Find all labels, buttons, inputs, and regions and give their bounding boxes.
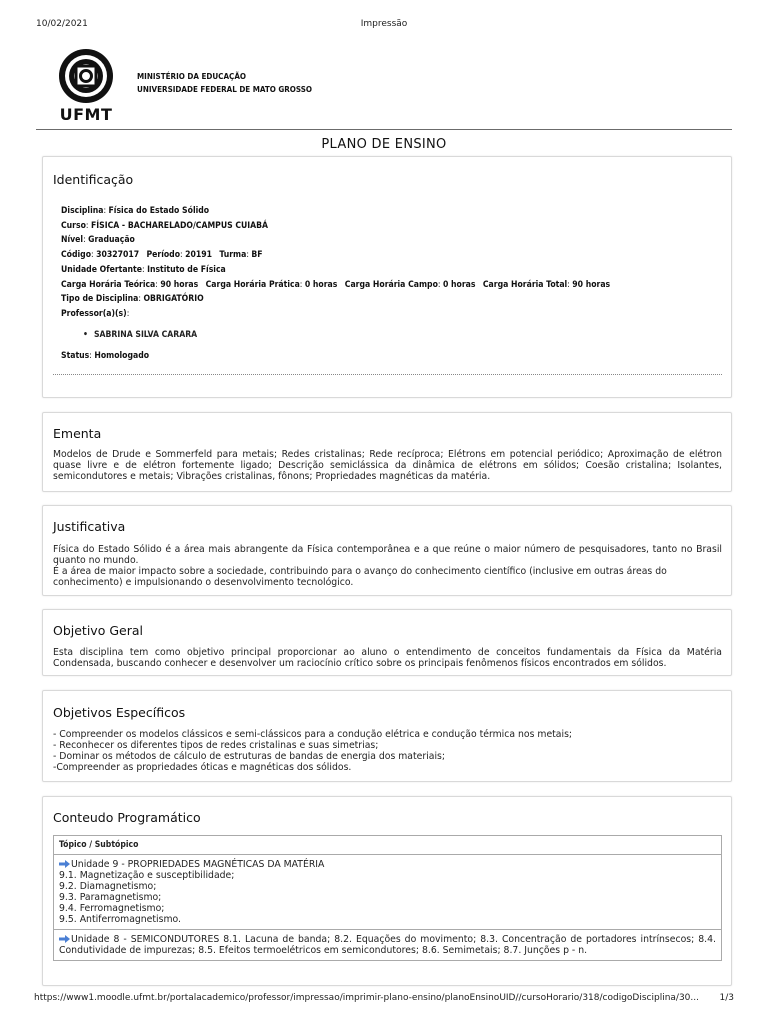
identificacao-panel xyxy=(42,156,732,398)
disciplina-line: Disciplina: Física do Estado Sólido xyxy=(61,206,210,216)
arrow-right-icon xyxy=(59,860,70,868)
nivel-line: Nível: Graduação xyxy=(61,235,135,246)
objetivo-item: - Dominar os métodos de cálculo de estruturas de bandas de energia dos materiais; xyxy=(53,751,446,762)
professor-list xyxy=(95,330,610,340)
identificacao-heading: Identificação xyxy=(53,172,134,187)
codigo-value: 30327017 xyxy=(96,250,140,261)
print-title: Impressão xyxy=(360,19,408,29)
justificativa-heading: Justificativa xyxy=(53,519,126,534)
unidade-value: Instituto de Física xyxy=(147,264,226,275)
conteudo-panel xyxy=(42,796,732,986)
conteudo-table xyxy=(53,835,722,961)
ministry-name: MINISTÉRIO DA EDUCAÇÃO xyxy=(137,72,246,81)
logo-text: UFMT xyxy=(59,105,113,124)
tipo-value: OBRIGATÓRIO xyxy=(143,294,204,305)
codigo-line: Código: 30327017 Período: 20191 Turma: BF xyxy=(61,250,263,261)
print-date: 10/02/2021 xyxy=(36,19,88,29)
ementa-text: Modelos de Drude e Sommerfeld para metais; Redes cristalinas; Rede recíproca; Elétrons em potencial periódico; Aproximação de elétron quase livre e de elétron fortemente ligado; Descrição semiclássica da dinâmica de elétrons em sólidos; Coesão cristalina; Isolantes, semicondutores e metais; Vibrações cristalinas, fônons; Propriedades magnéticas da matéria. xyxy=(53,449,722,482)
periodo-value: 20191 xyxy=(185,250,213,261)
objetivo-item: - Compreender os modelos clássicos e semi-clássicos para a condução elétrica e condução térmica nos metais; xyxy=(53,729,573,740)
university-name: UNIVERSIDADE FEDERAL DE MATO GROSSO xyxy=(137,85,313,94)
justificativa-line-2: É a área de maior impacto sobre a sociedade, contribuindo para o avanço do conhecimento científico (inclusive em outras áreas do conhecimento) e impulsionando o desenvolvimento tecnológico. xyxy=(53,566,667,588)
objetivo-geral-text: Esta disciplina tem como objetivo principal proporcionar ao aluno o entendimento de conceitos fundamentais da Física da Matéria Condensada, buscando conhecer e desenvolver um raciocínio crítico sobre os principais fenômenos físicos encontrados em sólidos. xyxy=(53,647,722,669)
status-line: Status: Homologado xyxy=(61,350,150,361)
justificativa-body xyxy=(53,544,722,588)
justificativa-panel xyxy=(42,505,732,596)
curso-value: FÍSICA - BACHARELADO/CAMPUS CUIABÁ xyxy=(90,220,269,231)
arrow-right-icon xyxy=(59,935,70,943)
objetivo-geral-panel xyxy=(42,609,732,676)
objetivos-especificos-panel xyxy=(42,690,732,782)
objetivos-especificos-heading: Objetivos Específicos xyxy=(53,705,186,720)
objetivo-item: -Compreender as propriedades óticas e magnéticas dos sólidos. xyxy=(53,762,352,773)
ufmt-logo xyxy=(50,47,122,129)
header-rule xyxy=(36,129,732,130)
subtopic: 9.2. Diamagnetismo; xyxy=(59,881,157,892)
nivel-value: Graduação xyxy=(88,235,135,246)
subtopic: 9.4. Ferromagnetismo; xyxy=(59,903,165,914)
print-header xyxy=(0,19,768,31)
table-header: Tópico / Subtópico xyxy=(54,836,721,855)
curso-line: Curso: FÍSICA - BACHARELADO/CAMPUS CUIABÁ xyxy=(61,220,269,231)
print-footer xyxy=(0,993,768,1007)
status-value: Homologado xyxy=(94,350,150,361)
disciplina-value: Física do Estado Sólido xyxy=(108,206,210,216)
page-title: PLANO DE ENSINO xyxy=(321,137,447,152)
print-url: https://www1.moodle.ufmt.br/portalacademico/professor/impressao/imprimir-plano-ensino/planoEnsinoUID//cursoHorario/318/codigoDisciplina/30... xyxy=(34,993,699,1003)
professores-line: Professor(a)(s): xyxy=(61,308,130,319)
objetivos-especificos-body xyxy=(53,729,722,773)
ementa-heading: Ementa xyxy=(53,426,102,441)
ufmt-logo-icon xyxy=(50,47,122,105)
institution-block xyxy=(137,70,312,96)
unidade-line: Unidade Ofertante: Instituto de Física xyxy=(61,264,226,275)
table-row xyxy=(54,930,721,960)
unit-title: Unidade 8 - SEMICONDUTORES 8.1. Lacuna de banda; 8.2. Equações do movimento; 8.3. Concentração de portadores intrínsecos; 8.4. Condutividade de impurezas; 8.5. Efeitos termoelétricos em semicondutores; 8.6. Semimetais; 8.7. Junções p - n. xyxy=(59,934,716,956)
page-number: 1/3 xyxy=(719,993,734,1003)
subtopic: 9.3. Paramagnetismo; xyxy=(59,892,162,903)
turma-value: BF xyxy=(251,250,263,261)
tipo-line: Tipo de Disciplina: OBRIGATÓRIO xyxy=(61,294,204,305)
objetivo-item: - Reconhecer os diferentes tipos de redes cristalinas e suas simetrias; xyxy=(53,740,379,751)
dotted-divider xyxy=(53,374,722,375)
objetivo-geral-heading: Objetivo Geral xyxy=(53,623,143,638)
subtopic: 9.1. Magnetização e susceptibilidade; xyxy=(59,870,235,881)
table-row xyxy=(54,855,721,930)
professor-item: • SABRINA SILVA CARARA xyxy=(95,330,610,340)
identificacao-body xyxy=(61,204,610,363)
carga-horaria-line: Carga Horária Teórica: 90 horas Carga Horária Prática: 0 horas Carga Horária Campo: 0 horas Carga Horária Total: 90 horas xyxy=(61,279,611,290)
conteudo-heading: Conteudo Programático xyxy=(53,810,201,825)
unit-title: Unidade 9 - PROPRIEDADES MAGNÉTICAS DA MATÉRIA xyxy=(59,859,716,870)
ementa-panel xyxy=(42,412,732,492)
justificativa-line-1: Física do Estado Sólido é a área mais abrangente da Física contemporânea e a que reúne o maior número de pesquisadores, tanto no Brasil quanto no mundo. xyxy=(53,544,722,566)
subtopic: 9.5. Antiferromagnetismo. xyxy=(59,914,182,925)
